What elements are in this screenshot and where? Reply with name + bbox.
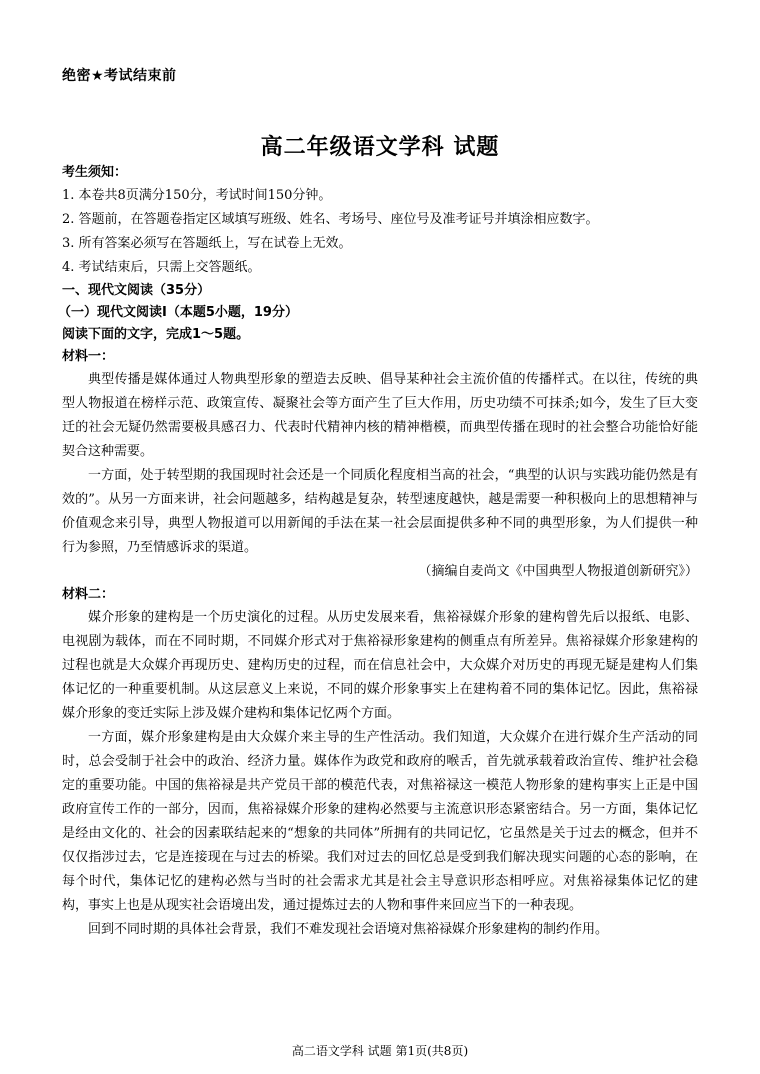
notice-item: 3. 所有答案必须写在答题纸上，写在试卷上无效。 — [62, 236, 352, 251]
material2-paragraph: 一方面，媒介形象建构是由大众媒介来主导的生产性活动。我们知道，大众媒介在进行媒介生产活动的同时，总会受制于社会中的政治、经济力量。媒体作为政党和政府的喉舌，首先就承载着政治宣传、维护社会稳定的重要功能。中国的焦裕禄是共产党员干部的模范代表，对焦裕禄这一模范人物形象的建构事实上正是中国政府宣传工作的一部分，因而，焦裕禄媒介形象的建构必然要与主流意识形态紧密结合。另一方面，集体记忆是经由文化的、社会的因素联结起来的“想象的共同体”所拥有的共同记忆，它虽然是关于过去的概念，但并不仅仅指涉过去，它是连接现在与过去的桥梁。我们对过去的回忆总是受到我们解决现实问题的心态的影响，在每个时代，集体记忆的建构必然与当时的社会需求尤其是社会主导意识形态相呼应。对焦裕禄集体记忆的建构，事实上也是从现实社会语境出发，通过提炼过去的人物和事件来回应当下的一种表现。 — [62, 730, 698, 913]
section-heading: 一、现代文阅读（35分） — [62, 283, 211, 298]
material1-source: （摘编自麦尚文《中国典型人物报道创新研究》） — [418, 564, 698, 579]
material2-paragraph: 媒介形象的建构是一个历史演化的过程。从历史发展来看，焦裕禄媒介形象的建构曾先后以报纸、电影、电视剧为载体，而在不同时期，不同媒介形式对于焦裕禄形象建构的侧重点有所差异。焦裕禄媒介形象建构的过程也就是大众媒介再现历史、建构历史的过程，而在信息社会中，大众媒介对历史的再现无疑是建构人们集体记忆的一种重要机制。从这层意义上来说，不同的媒介形象事实上在建构着不同的集体记忆。因此，焦裕禄媒介形象的变迁实际上涉及媒介建构和集体记忆两个方面。 — [62, 610, 698, 721]
notice-item: 2. 答题前，在答题卷指定区域填写班级、姓名、考场号、座位号及准考证号并填涂相应数字。 — [62, 212, 599, 227]
page-title: 高二年级语文学科 试题 — [260, 134, 500, 160]
notice-item: 1. 本卷共8页满分150分，考试时间150分钟。 — [62, 188, 332, 203]
material1-paragraph: 典型传播是媒体通过人物典型形象的塑造去反映、倡导某种社会主流价值的传播样式。在以往，传统的典型人物报道在榜样示范、政策宣传、凝聚社会等方面产生了巨大作用，历史功绩不可抹杀;如今，发生了巨大变迁的社会无疑仍然需要极具感召力、代表时代精神内核的精神楷模，而典型传播在现时的社会整合功能恰好能契合这种需要。 — [62, 372, 698, 459]
material1-paragraph: 一方面，处于转型期的我国现时社会还是一个同质化程度相当高的社会，“典型的认识与实践功能仍然是有效的”。从另一方面来讲，社会问题越多，结构越是复杂，转型速度越快，越是需要一种积极向上的思想精神与价值观念来引导，典型人物报道可以用新闻的手法在某一社会层面提供多种不同的典型形象，为人们提供一种行为参照，乃至情感诉求的渠道。 — [62, 468, 698, 555]
material2-paragraph: 回到不同时期的具体社会背景，我们不难发现社会语境对焦裕禄媒介形象建构的制约作用。 — [88, 922, 609, 937]
confidential-label: 绝密★考试结束前 — [62, 68, 177, 84]
notice-heading: 考生须知： — [62, 165, 128, 180]
subsection-heading: （一）现代文阅读Ⅰ（本题5小题，19分） — [58, 305, 298, 320]
material1-label: 材料一： — [62, 349, 115, 364]
page-footer: 高二语文学科 试题 第1页(共8页) — [291, 1044, 469, 1058]
reading-instruction: 阅读下面的文字，完成1～5题。 — [62, 327, 250, 342]
material2-label: 材料二： — [62, 587, 115, 602]
notice-item: 4. 考试结束后，只需上交答题纸。 — [62, 260, 261, 275]
main-content — [58, 162, 698, 942]
